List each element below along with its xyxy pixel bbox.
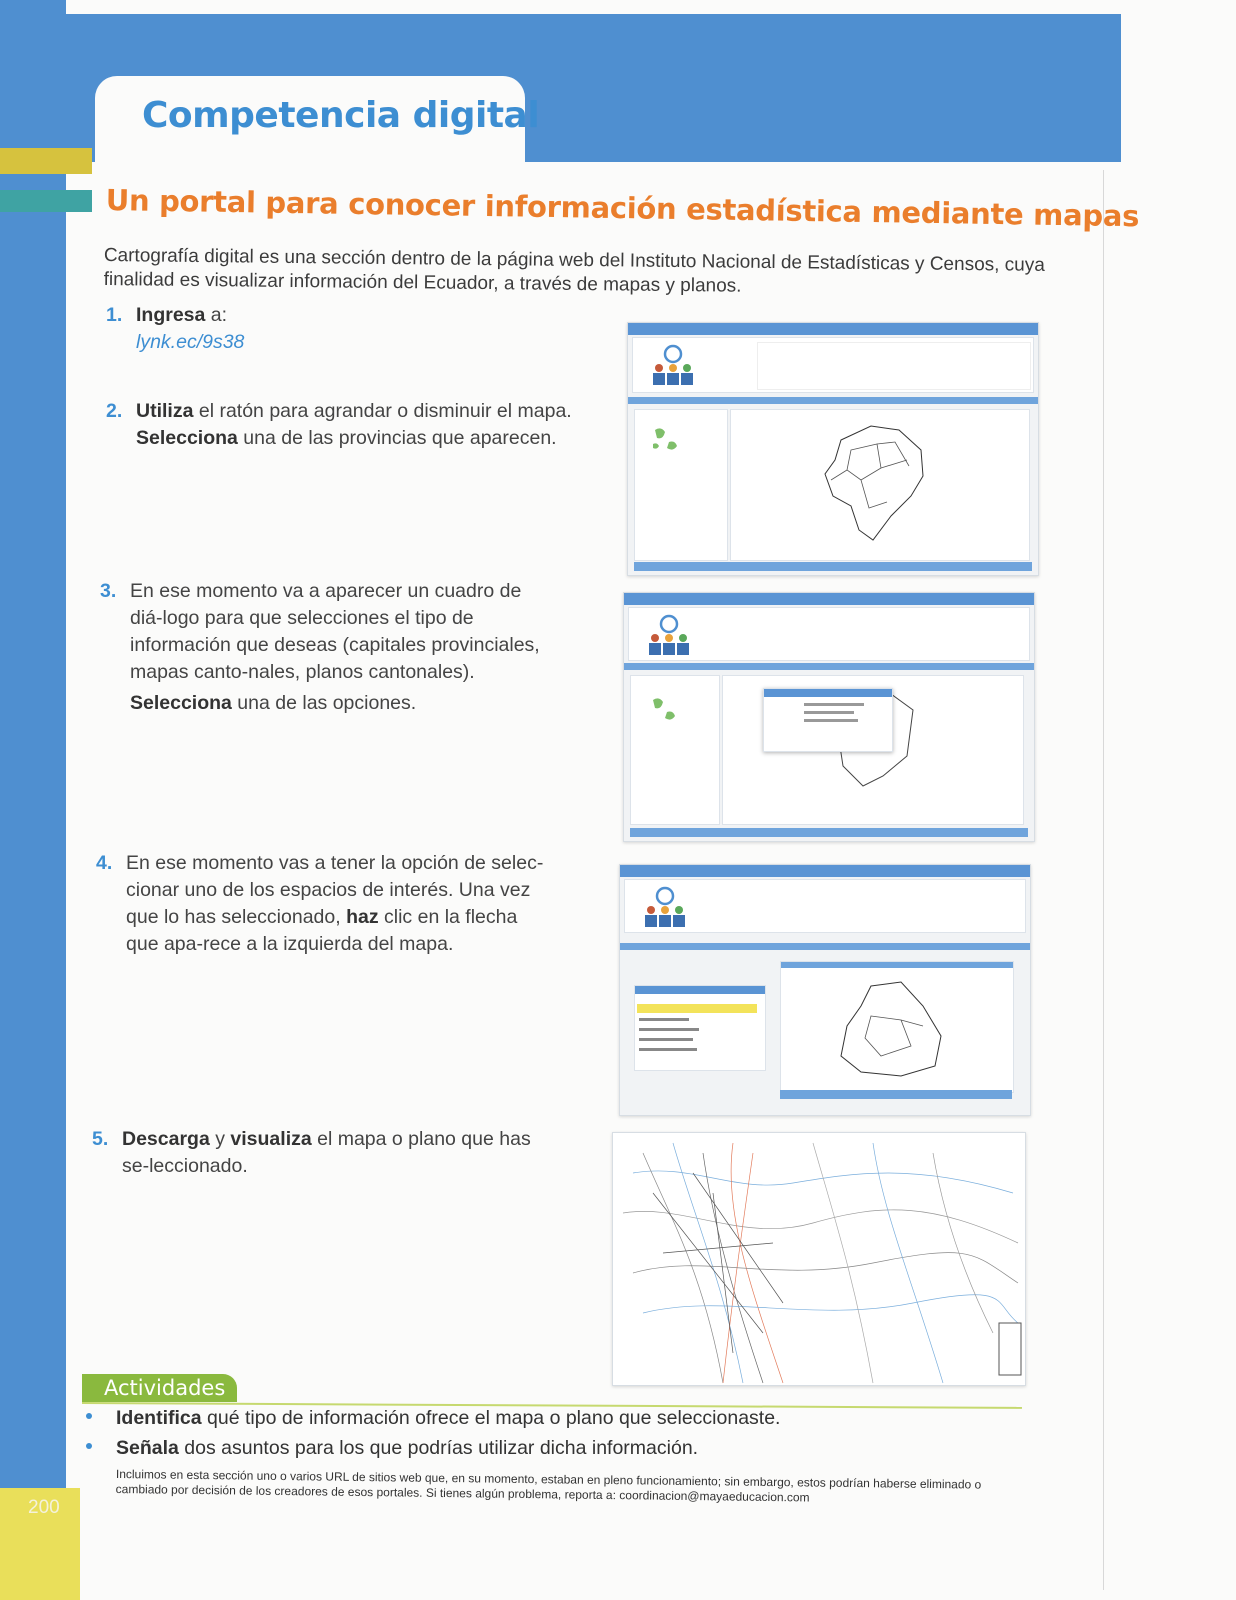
area-list-panel [634, 985, 766, 1071]
step-3 [100, 578, 555, 717]
step-text: el ratón para agrandar o disminuir el mapa. [193, 400, 572, 422]
portal-link[interactable]: lynk.ec/9s38 [136, 331, 245, 353]
step-number: 1. [106, 304, 123, 326]
step-text: el mapa o plano que has se-leccionado. [122, 1128, 531, 1177]
activities-label: Actividades [104, 1376, 226, 1400]
step-text: En ese momento va a aparecer un cuadro de diá-logo para que selecciones el tipo de información que deseas (capitales provinciales, mapas canto-nales, planos cantonales). [130, 580, 540, 683]
census-logo-icon [637, 612, 697, 658]
step-number: 2. [106, 400, 123, 422]
step-text: una de las opciones. [231, 692, 417, 714]
portal-section-bar [624, 663, 1034, 670]
list-item-selected[interactable] [637, 1004, 757, 1013]
census-logo-icon [633, 884, 693, 930]
step-text: una de las provincias que aparecen. [237, 427, 557, 449]
step-5 [92, 1126, 552, 1180]
dialog-title-bar [764, 689, 892, 697]
activity-text: dos asuntos para los que podrías utilizar dicha información. [178, 1437, 699, 1459]
portal-section-bar [620, 943, 1030, 950]
disclaimer-note: Incluimos en esta sección uno o varios URL de sitios web que, en su momento, estaban en pleno funcionamiento; sin embargo, estos podrían haberse eliminado o cambiado por decisión de los creadores de esos portales. Si tienes algún problema, reporta a: coordinacion@mayaeducacion.com [115, 1467, 982, 1505]
decor-bar-yellow [0, 148, 92, 174]
bullet-icon [86, 1443, 92, 1449]
province-map-icon [831, 976, 961, 1086]
list-item[interactable] [639, 1028, 699, 1031]
step-verb: haz [346, 906, 379, 928]
section-title: Competencia digital [142, 95, 540, 136]
city-plan-image [613, 1133, 1025, 1385]
instructions-box [757, 342, 1031, 390]
dialog-option[interactable] [804, 711, 854, 714]
list-item[interactable] [639, 1018, 689, 1021]
page-number: 200 [28, 1497, 60, 1518]
portal-section-bar [628, 397, 1038, 404]
step-verb: Selecciona [136, 427, 238, 449]
main-map-panel [722, 675, 1024, 825]
dialog-option[interactable] [804, 703, 864, 706]
census-logo-icon [641, 342, 701, 388]
step-verb: Ingresa [136, 304, 206, 326]
overview-panel [634, 409, 728, 561]
margin-strip [66, 230, 80, 1488]
instructions-panel [628, 607, 1030, 661]
galapagos-map-icon [647, 420, 707, 460]
portal-header-bar [620, 865, 1030, 877]
step-number: 4. [96, 852, 113, 874]
step-verb: visualiza [230, 1128, 312, 1150]
portal-footer-bar [630, 828, 1028, 837]
step-verb: Utiliza [136, 400, 194, 422]
map-header [781, 962, 1013, 968]
step-1 [106, 302, 245, 356]
step-text: En ese momento vas a tener la opción de selec-cionar uno de los espacios de interés. Una vez que lo has seleccionado, [126, 852, 544, 928]
step-number: 3. [100, 580, 117, 602]
instructions-panel [624, 879, 1026, 933]
screenshot-area-selection [619, 864, 1031, 1116]
portal-footer-bar [780, 1090, 1012, 1099]
activity-verb: Señala [116, 1437, 179, 1459]
step-4 [96, 850, 551, 958]
screenshot-portal-map [627, 322, 1039, 576]
decor-bar-teal [0, 190, 92, 212]
intro-paragraph: Cartografía digital es una sección dentro de la página web del Instituto Nacional de Estadísticas y Censos, cuya finalidad es visualizar información del Ecuador, a través de mapas y planos. [103, 244, 1046, 297]
screenshot-downloaded-plan [612, 1132, 1026, 1386]
activity-item [116, 1437, 698, 1460]
page-edge [1103, 170, 1104, 1590]
list-item[interactable] [639, 1048, 697, 1051]
portal-header-bar [624, 593, 1034, 605]
step-text: clic en la flecha que apa-rece a la izquierda del mapa. [126, 906, 518, 955]
bullet-icon [86, 1413, 92, 1419]
portal-header-bar [628, 323, 1038, 335]
screenshot-dialog [623, 592, 1035, 842]
ecuador-map-icon [811, 420, 941, 550]
page-title: Un portal para conocer información estadística mediante mapas [105, 183, 1140, 234]
step-text: y [209, 1128, 231, 1150]
dialog-option[interactable] [804, 719, 858, 722]
activity-item [116, 1407, 780, 1430]
step-number: 5. [92, 1128, 109, 1150]
step-2 [106, 398, 572, 452]
portal-footer-bar [634, 562, 1032, 571]
activity-verb: Identifica [116, 1407, 202, 1429]
overview-panel [630, 675, 720, 825]
main-map-panel [780, 961, 1014, 1093]
step-text: a: [205, 304, 228, 326]
activity-text: qué tipo de información ofrece el mapa o plano que seleccionaste. [201, 1407, 781, 1429]
left-margin-band [0, 0, 66, 1600]
instructions-panel [632, 337, 1034, 393]
galapagos-map-icon [645, 690, 705, 730]
list-item[interactable] [639, 1038, 693, 1041]
step-verb: Descarga [122, 1128, 210, 1150]
list-header [635, 986, 765, 994]
dialog-box[interactable] [763, 688, 893, 752]
step-verb: Selecciona [130, 692, 232, 714]
main-map-panel [730, 409, 1030, 561]
